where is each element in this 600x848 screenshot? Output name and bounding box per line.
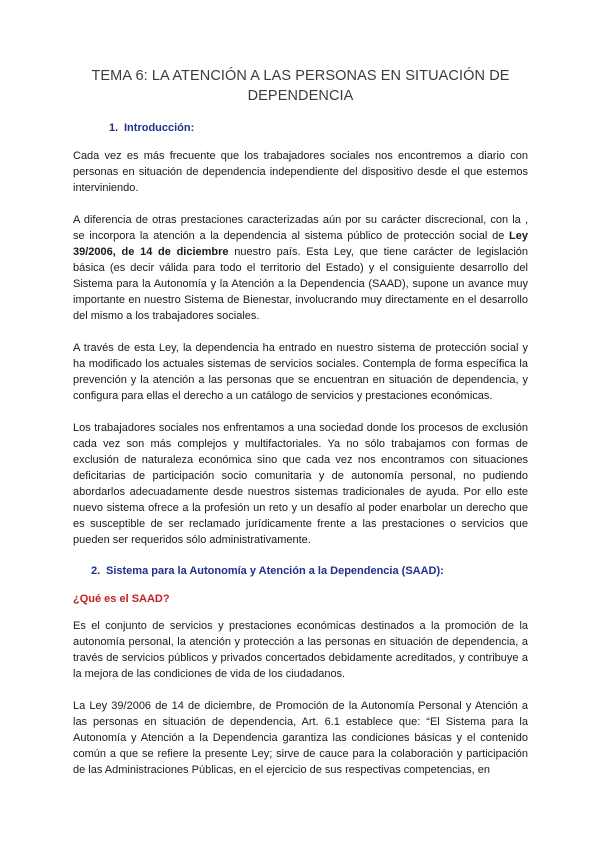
- question-heading: ¿Qué es el SAAD?: [73, 593, 170, 605]
- section-number: 2.: [91, 565, 101, 577]
- section-label: Sistema para la Autonomía y Atención a la Dependencia (SAAD):: [106, 565, 444, 577]
- paragraph-2: [73, 212, 528, 324]
- document-page: [73, 66, 528, 794]
- section-label: Introducción:: [124, 122, 195, 134]
- paragraph-2-part-b: nuestro país. Esta Ley, que tiene carácter de legislación básica (es decir válida para todo el territorio del Estado) y el consiguiente desarrollo del Sistema para la Autonomía y la Atención a la Dependencia (SAAD), supone un avance muy importante en nuestro Sistema de Bienestar, involucrando muy directamente en el desarrollo del mismo a los trabajadores sociales.: [73, 246, 529, 322]
- paragraph-3: A través de esta Ley, la dependencia ha entrado en nuestro sistema de protección social y ha modificado los actuales sistemas de servicios sociales. Contempla de forma específica la prevención y la atención a las personas que se encuentran en situación de dependencia, y configura para ellas el derecho a un catálogo de servicios y prestaciones económicas.: [73, 342, 528, 402]
- section-number: 1.: [109, 122, 119, 134]
- section-heading-introduccion: [73, 121, 528, 135]
- document-title: TEMA 6: LA ATENCIÓN A LAS PERSONAS EN SITUACIÓN DE DEPENDENCIA: [91, 68, 510, 104]
- paragraph-6: La Ley 39/2006 de 14 de diciembre, de Promoción de la Autonomía Personal y Atención a las personas en situación de dependencia, Art. 6.1 establece que: “El Sistema para la Autonomía y Atención a la Dependencia garantiza las condiciones básicas y el contenido común a que se refiere la presente Ley; sirve de cauce para la colaboración y participación de las Administraciones Públicas, en el ejercicio de sus respectivas competencias, en: [73, 700, 528, 776]
- paragraph-1: Cada vez es más frecuente que los trabajadores sociales nos encontremos a diario con personas en situación de dependencia independiente del dispositivo desde el que estemos interviniendo.: [73, 150, 528, 194]
- section-heading-saad: [73, 564, 528, 578]
- law-reference: Ley 39/2006, de 14 de diciembre: [73, 230, 528, 258]
- paragraph-2-part-a: A diferencia de otras prestaciones caracterizadas aún por su carácter discrecional, con la , se incorpora la atención a la dependencia al sistema público de protección social de: [73, 214, 528, 242]
- paragraph-4: Los trabajadores sociales nos enfrentamos a una sociedad donde los procesos de exclusión cada vez son más complejos y multifactoriales. Ya no sólo trabajamos con formas de exclusión de naturaleza económica sino que cada vez nos encontramos con situaciones deficitarias de participación socio comunitaria y de autonomía personal, no pudiendo abordarlos adecuadamente desde nuestros sistemas tradicionales de ayuda. Por ello este nuevo sistema ofrece a la profesión un reto y un desafío al poder enarbolar un derecho que es susceptible de ser reclamado jurídicamente frente a las prestaciones o servicios que pueden ser requeridos sólo administrativamente.: [73, 422, 528, 546]
- paragraph-5: Es el conjunto de servicios y prestaciones económicas destinados a la promoción de la autonomía personal, la atención y protección a las personas en situación de dependencia, a través de servicios públicos y privados concertados debidamente acreditados, y contribuye a la mejora de las condiciones de vida de los ciudadanos.: [73, 620, 528, 680]
